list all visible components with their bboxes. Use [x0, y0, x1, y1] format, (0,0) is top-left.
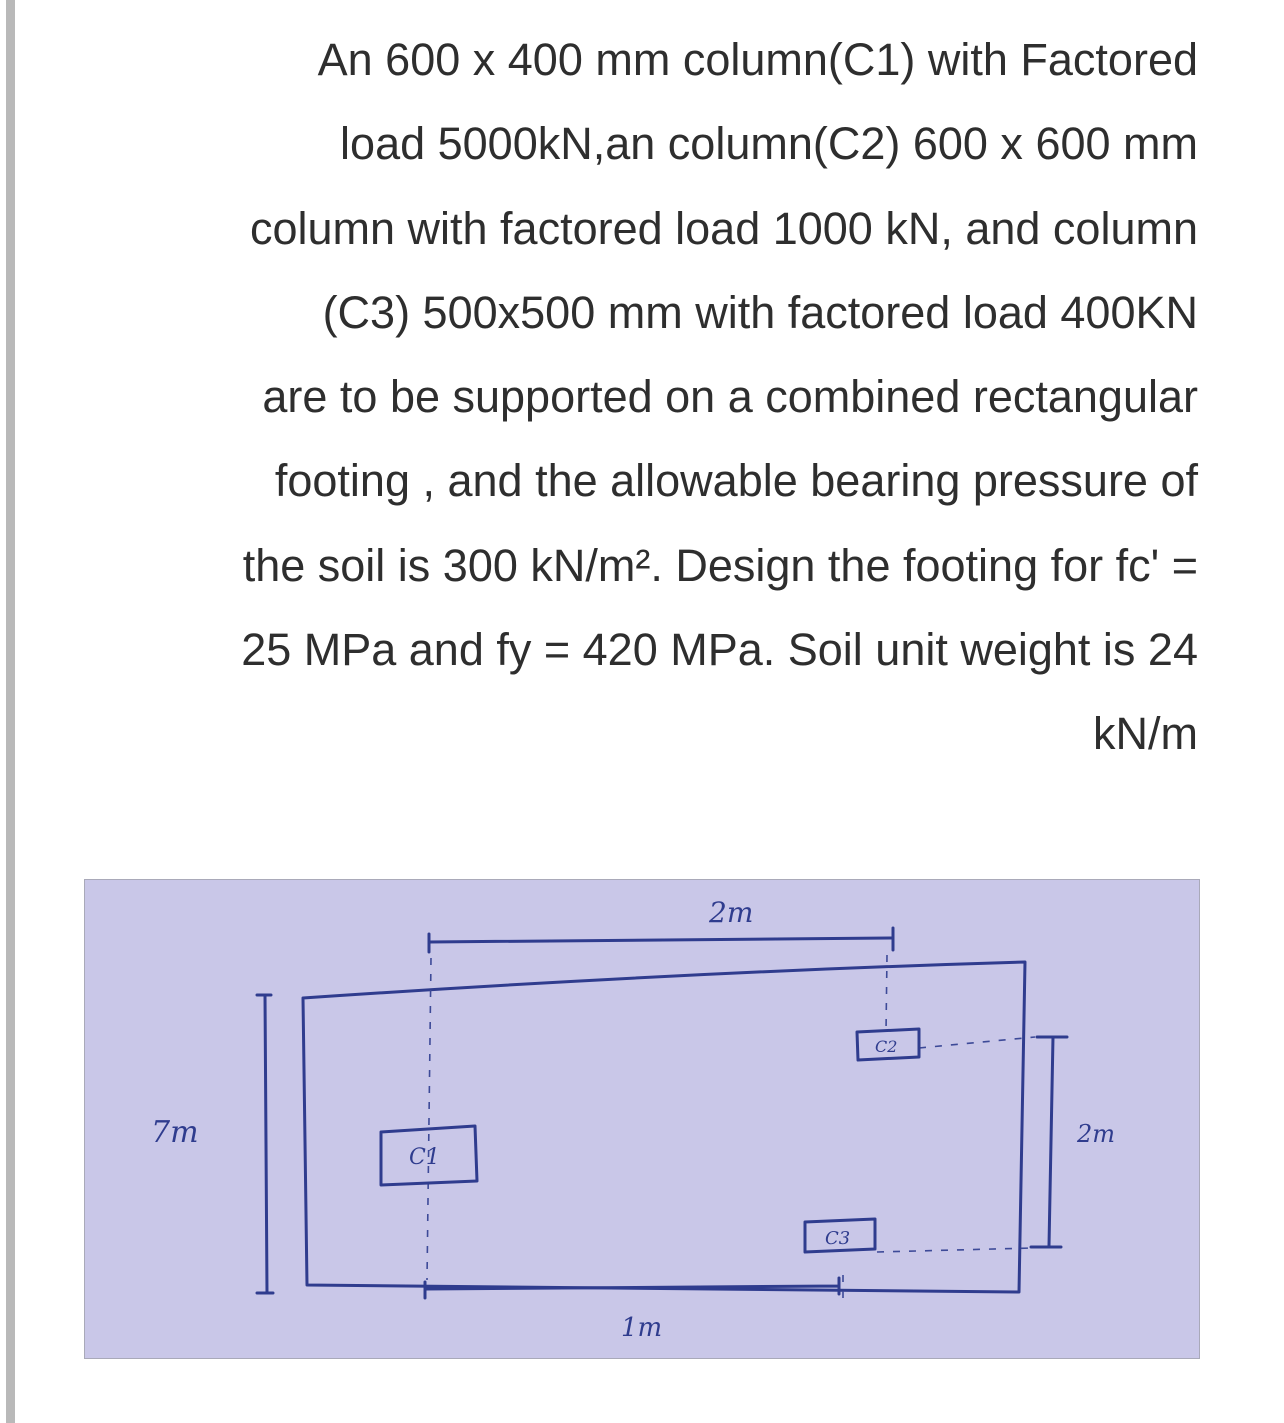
right-dimension-label: 2m: [1077, 1120, 1116, 1148]
column-c1-label: C1: [409, 1145, 440, 1170]
right-dimension-line: [1031, 1037, 1067, 1247]
left-dimension-label: 7m: [151, 1115, 199, 1150]
question-line: load 5000kN,an column(C2) 600 x 600 mm: [340, 118, 1198, 170]
c3-horizontal-reference: [877, 1248, 1033, 1252]
question-text: [98, 18, 1198, 777]
top-dimension-line: [429, 928, 893, 952]
c1-reference-line: [427, 958, 431, 1280]
footing-sketch: [85, 880, 1200, 1359]
question-line: (C3) 500x500 mm with factored load 400KN: [322, 286, 1198, 338]
question-line: the soil is 300 kN/m². Design the footing for fc' =: [242, 539, 1198, 591]
column-c3-label: C3: [825, 1228, 851, 1249]
column-c2-label: C2: [875, 1037, 898, 1056]
left-dimension-line: [257, 995, 273, 1293]
top-dimension-label: 2m: [709, 896, 754, 929]
bottom-dimension-line: [425, 1278, 839, 1298]
question-line: column with factored load 1000 kN, and column: [249, 202, 1198, 254]
footing-outline: [303, 962, 1025, 1292]
question-line: are to be supported on a combined rectangular: [262, 371, 1198, 423]
scroll-indicator[interactable]: [6, 0, 15, 1423]
footing-sketch-photo: [84, 879, 1200, 1359]
question-line: 25 MPa and fy = 420 MPa. Soil unit weight is 24: [241, 624, 1198, 676]
question-line: kN/m: [1093, 708, 1198, 760]
bottom-dimension-label: 1m: [621, 1313, 663, 1343]
question-line: footing , and the allowable bearing pressure of: [274, 455, 1198, 507]
question-line: An 600 x 400 mm column(C1) with Factored: [317, 34, 1198, 85]
c2-horizontal-reference: [919, 1037, 1035, 1048]
